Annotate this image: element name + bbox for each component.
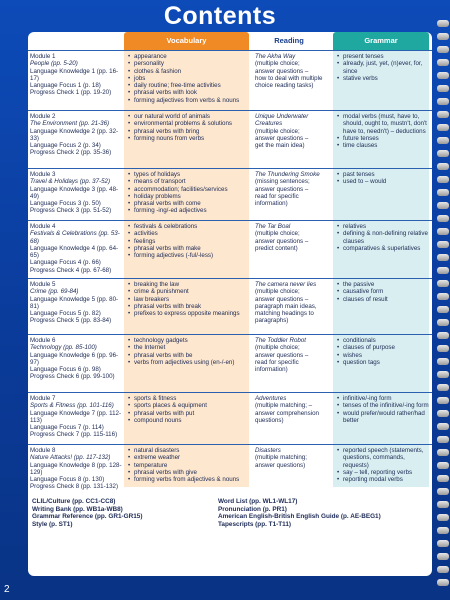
reading-task: matching headings to (255, 310, 314, 318)
vocabulary-cell (128, 223, 248, 259)
module-section: Language Knowledge 2 (pp. 32-33) (30, 127, 119, 142)
module-section: Language Focus 8 (p. 130) (30, 476, 105, 484)
module-section: Language Knowledge 8 (pp. 128-129) (30, 461, 122, 476)
vocabulary-cell (128, 337, 248, 366)
vocabulary-item: • extreme weather (128, 454, 248, 461)
reading-task: answer questions – (255, 295, 309, 303)
vocabulary-item: • phrasal verbs with bring (128, 128, 248, 135)
module-row (28, 334, 432, 393)
module-section: Progress Check 7 (pp. 115-116) (30, 431, 118, 439)
module-number: Module 8 (30, 447, 56, 454)
reading-task: predict content) (255, 244, 298, 252)
vocabulary-item: • clothes & fashion (128, 68, 248, 75)
grammar-item: • already, just, yet, (n)ever, for, since (337, 60, 429, 75)
vocabulary-item: • festivals & celebrations (128, 223, 248, 230)
module-row (28, 220, 432, 279)
grammar-item: • modal verbs (must, have to, should, ought to, mustn't, don't have to, needn't) – deductions (337, 113, 429, 135)
grammar-header: Grammar (333, 32, 429, 50)
grammar-item: • tenses of the infinitive/-ing form (337, 402, 429, 409)
module-cell (30, 337, 122, 381)
spiral-ring (437, 293, 449, 300)
grammar-item: • reporting modal verbs (337, 476, 429, 483)
module-section: Progress Check 8 (pp. 131-132) (30, 483, 119, 491)
module-subtitle: Technology (pp. 85-100) (30, 344, 97, 352)
grammar-item: • infinitive/-ing form (337, 395, 429, 402)
reading-task: answer questions – (255, 134, 309, 142)
vocabulary-item: • phrasal verbs with give (128, 469, 248, 476)
vocabulary-item: • the Internet (128, 344, 248, 351)
spiral-ring (437, 254, 449, 261)
reading-title: The Thundering Smoke (255, 171, 320, 178)
module-section: Progress Check 5 (pp. 83-84) (30, 317, 112, 325)
spiral-ring (437, 215, 449, 222)
reading-task: choice reading tasks) (255, 82, 314, 90)
spiral-ring (437, 72, 449, 79)
vocabulary-item: • verbs from adjectives using (en-/-en) (128, 359, 248, 366)
grammar-item: • conditionals (337, 337, 429, 344)
reading-task: answer questions – (255, 67, 309, 75)
appendix-item: Tapescripts (pp. T1-T11) (218, 520, 292, 528)
module-subtitle: Nature Attacks! (pp. 117-132) (30, 454, 111, 462)
module-subtitle: People (pp. 5-20) (30, 60, 78, 68)
spiral-ring (437, 462, 449, 469)
spiral-ring (437, 319, 449, 326)
spiral-ring (437, 163, 449, 170)
grammar-item: • comparatives & superlatives (337, 245, 429, 252)
module-number: Module 5 (30, 281, 56, 288)
appendix-item: Style (p. ST1) (32, 520, 73, 528)
vocabulary-item: • phrasal verbs with put (128, 410, 248, 417)
spiral-ring (437, 358, 449, 365)
vocabulary-item: • phrasal verbs with look (128, 89, 248, 96)
spiral-ring (437, 189, 449, 196)
spiral-ring (437, 436, 449, 443)
module-section: Language Focus 7 (p. 114) (30, 424, 104, 432)
grammar-item: • present tenses (337, 53, 429, 60)
reading-task: answer questions) (255, 461, 306, 469)
vocabulary-item: • phrasal verbs with break (128, 303, 248, 310)
vocabulary-cell (128, 395, 248, 424)
spiral-ring (437, 85, 449, 92)
grammar-item: • stative verbs (337, 75, 429, 82)
reading-cell (255, 395, 331, 424)
spiral-ring (437, 59, 449, 66)
grammar-cell (337, 281, 429, 303)
reading-task: information) (255, 200, 288, 208)
module-section: Progress Check 1 (pp. 19-20) (30, 89, 112, 97)
vocabulary-item: • sports & fitness (128, 395, 248, 402)
module-row (28, 392, 432, 445)
spiral-ring (437, 384, 449, 391)
module-subtitle: Travel & Holidays (pp. 37-52) (30, 178, 111, 186)
module-subtitle: The Environment (pp. 21-36) (30, 120, 110, 128)
grammar-item: • clauses of result (337, 296, 429, 303)
spiral-ring (437, 280, 449, 287)
vocabulary-cell (128, 447, 248, 483)
module-cell (30, 113, 122, 157)
vocabulary-item: • technology gadgets (128, 337, 248, 344)
grammar-cell (337, 395, 429, 424)
vocabulary-item: • forming -ing/-ed adjectives (128, 207, 248, 214)
module-section: Language Knowledge 1 (pp. 16-17) (30, 67, 119, 82)
spiral-ring (437, 423, 449, 430)
reading-task: (multiple choice; (255, 344, 300, 352)
spiral-ring (437, 579, 449, 586)
spiral-ring (437, 527, 449, 534)
reading-task: how to deal with multiple (255, 74, 323, 82)
vocabulary-item: • breaking the law (128, 281, 248, 288)
vocabulary-cell (128, 171, 248, 215)
module-section: Language Focus 6 (p. 98) (30, 366, 101, 374)
reading-cell (255, 113, 331, 149)
module-section: Language Focus 2 (p. 34) (30, 142, 101, 150)
spiral-ring (437, 553, 449, 560)
vocabulary-item: • forming verbs from adjectives & nouns (128, 476, 248, 483)
grammar-item: • the passive (337, 281, 429, 288)
reading-task: get the main idea) (255, 142, 305, 150)
reading-task: (multiple matching; – (255, 402, 313, 410)
module-number: Module 4 (30, 223, 56, 230)
vocabulary-item: • forming nouns from verbs (128, 135, 248, 142)
module-number: Module 3 (30, 171, 56, 178)
spiral-ring (437, 410, 449, 417)
module-number: Module 6 (30, 337, 56, 344)
appendix-item: Writing Bank (pp. WB1a-WB8) (32, 505, 123, 513)
vocabulary-item: • feelings (128, 238, 248, 245)
spiral-ring (437, 124, 449, 131)
appendix-item: CLIL/Culture (pp. CC1-CC8) (32, 498, 116, 505)
vocabulary-header: Vocabulary (124, 32, 249, 50)
grammar-item: • clauses of purpose (337, 344, 429, 351)
spiral-ring (437, 540, 449, 547)
module-subtitle: Sports & Fitness (pp. 101-116) (30, 402, 114, 410)
reading-task: (multiple choice; (255, 127, 300, 135)
grammar-cell (337, 53, 429, 82)
reading-task: answer questions – (255, 351, 309, 359)
spiral-ring (437, 150, 449, 157)
module-section: Language Knowledge 3 (pp. 48-49) (30, 185, 119, 200)
reading-cell (255, 447, 331, 469)
vocabulary-cell (128, 53, 248, 104)
module-section: Language Knowledge 7 (pp. 112-113) (30, 409, 122, 424)
spiral-ring (437, 475, 449, 482)
spiral-ring (437, 488, 449, 495)
reading-task: answer comprehension (255, 409, 319, 417)
spiral-ring (437, 514, 449, 521)
module-cell (30, 171, 122, 215)
vocabulary-cell (128, 281, 248, 317)
vocabulary-item: • means of transport (128, 178, 248, 185)
module-section: Progress Check 6 (pp. 99-100) (30, 373, 115, 381)
grammar-item: • would prefer/would rather/had better (337, 410, 429, 425)
grammar-item: • reported speech (statements, questions, commands, requests) (337, 447, 429, 469)
module-subtitle: Crime (pp. 69-84) (30, 288, 79, 296)
module-subtitle: Festivals & Celebrations (pp. 53-68) (30, 230, 120, 245)
grammar-item: • past tenses (337, 171, 429, 178)
reading-title: The Akha Way (255, 53, 296, 60)
vocabulary-item: • natural disasters (128, 447, 248, 454)
appendix-item: Pronunciation (p. PR1) (218, 505, 287, 513)
vocabulary-item: • temperature (128, 462, 248, 469)
reading-task: read for specific (255, 358, 299, 366)
vocabulary-item: • accommodation; facilities/services (128, 186, 248, 193)
grammar-item: • used to – would (337, 178, 429, 185)
reading-title: The camera never lies (255, 281, 317, 288)
spiral-ring (437, 267, 449, 274)
reading-task: questions) (255, 416, 284, 424)
reading-task: (multiple choice; (255, 230, 300, 238)
page-title: Contents (163, 2, 277, 30)
spiral-ring (437, 345, 449, 352)
appendix-right (218, 498, 430, 528)
reading-title: Disasters (255, 447, 281, 454)
spiral-ring (437, 501, 449, 508)
reading-task: information) (255, 366, 288, 374)
module-number: Module 7 (30, 395, 56, 402)
reading-task: (missing sentences; (255, 178, 310, 186)
module-section: Language Knowledge 6 (pp. 96-97) (30, 351, 119, 366)
grammar-cell (337, 337, 429, 366)
grammar-item: • question tags (337, 359, 429, 366)
vocabulary-item: • crime & punishment (128, 288, 248, 295)
vocabulary-item: • environmental problems & solutions (128, 120, 248, 127)
module-row (28, 110, 432, 169)
grammar-cell (337, 113, 429, 149)
vocabulary-item: • holiday problems (128, 193, 248, 200)
module-section: Language Focus 5 (p. 82) (30, 310, 101, 318)
vocabulary-item: • activities (128, 230, 248, 237)
reading-task: paragraph main ideas, (255, 302, 317, 310)
vocabulary-item: • compound nouns (128, 417, 248, 424)
module-row (28, 50, 432, 111)
spiral-ring (437, 449, 449, 456)
spiral-binding (434, 20, 450, 600)
vocabulary-item: • jobs (128, 75, 248, 82)
module-cell (30, 395, 122, 439)
module-cell (30, 53, 122, 97)
reading-task: (multiple matching; (255, 454, 307, 462)
vocabulary-item: • types of holidays (128, 171, 248, 178)
module-section: Language Knowledge 5 (pp. 80-81) (30, 295, 119, 310)
grammar-cell (337, 447, 429, 483)
reading-cell (255, 223, 331, 252)
vocabulary-item: • phrasal verbs with make (128, 245, 248, 252)
module-section: Language Focus 3 (p. 50) (30, 200, 101, 208)
spiral-ring (437, 228, 449, 235)
module-row (28, 278, 432, 335)
grammar-item: • causative form (337, 288, 429, 295)
module-cell (30, 447, 122, 491)
spiral-ring (437, 46, 449, 53)
appendix-left (32, 498, 212, 528)
module-section: Language Focus 4 (p. 66) (30, 259, 101, 267)
vocabulary-item: • daily routine; free-time activities (128, 82, 248, 89)
grammar-item: • future tenses (337, 135, 429, 142)
reading-title: The Toddler Robot (255, 337, 307, 344)
vocabulary-item: • phrasal verbs with come (128, 200, 248, 207)
reading-cell (255, 281, 331, 325)
spiral-ring (437, 397, 449, 404)
module-number: Module 1 (30, 53, 56, 60)
module-cell (30, 223, 122, 274)
module-row (28, 444, 432, 495)
spiral-ring (437, 176, 449, 183)
reading-title: Adventures (255, 395, 287, 402)
spiral-ring (437, 98, 449, 105)
module-section: Progress Check 3 (pp. 51-52) (30, 207, 112, 215)
module-section: Progress Check 2 (pp. 35-36) (30, 149, 112, 157)
spiral-ring (437, 241, 449, 248)
reading-title: The Tar Boal (255, 223, 291, 230)
appendix-item: Word List (pp. WL1-WL17) (218, 498, 298, 505)
reading-task: (multiple choice; (255, 288, 300, 296)
reading-cell (255, 53, 331, 89)
page-number: 2 (4, 584, 10, 595)
contents-table (28, 32, 432, 576)
module-section: Language Knowledge 4 (pp. 64-65) (30, 244, 119, 260)
grammar-item: • time clauses (337, 142, 429, 149)
vocabulary-item: • personality (128, 60, 248, 67)
vocabulary-item: • appearance (128, 53, 248, 60)
grammar-item: • say – tell, reporting verbs (337, 469, 429, 476)
module-cell (30, 281, 122, 325)
vocabulary-item: • prefixes to express opposite meanings (128, 310, 248, 317)
spiral-ring (437, 306, 449, 313)
vocabulary-item: • our natural world of animals (128, 113, 248, 120)
spiral-ring (437, 371, 449, 378)
spiral-ring (437, 332, 449, 339)
reading-task: paragraphs) (255, 317, 289, 325)
reading-cell (255, 337, 331, 373)
reading-header: Reading (274, 36, 304, 45)
vocabulary-item: • forming adjectives (-ful/-less) (128, 252, 248, 259)
reading-title: Unique Underwater Creatures (255, 113, 309, 128)
reading-task: read for specific (255, 192, 299, 200)
vocabulary-item: • phrasal verbs with be (128, 352, 248, 359)
vocabulary-item: • sports places & equipment (128, 402, 248, 409)
grammar-cell (337, 223, 429, 252)
module-row (28, 168, 432, 221)
vocabulary-item: • forming adjectives from verbs & nouns (128, 97, 248, 104)
module-section: Language Focus 1 (p. 18) (30, 82, 101, 90)
grammar-item: • relatives (337, 223, 429, 230)
vocabulary-item: • law breakers (128, 296, 248, 303)
reading-task: answer questions – (255, 237, 309, 245)
reading-task: (multiple choice; (255, 60, 300, 68)
module-section: Progress Check 4 (pp. 67-68) (30, 266, 112, 274)
reading-cell (255, 171, 331, 207)
module-number: Module 2 (30, 113, 56, 120)
spiral-ring (437, 202, 449, 209)
appendix-item: Grammar Reference (pp. GR1-GR15) (32, 513, 143, 521)
spiral-ring (437, 137, 449, 144)
spiral-ring (437, 111, 449, 118)
spiral-ring (437, 33, 449, 40)
appendix-item: American English-British English Guide (p. AE-BEG1) (218, 513, 381, 521)
vocabulary-cell (128, 113, 248, 142)
grammar-item: • defining & non-defining relative clauses (337, 230, 429, 245)
grammar-cell (337, 171, 429, 186)
grammar-item: • wishes (337, 352, 429, 359)
reading-task: answer questions – (255, 185, 309, 193)
spiral-ring (437, 566, 449, 573)
